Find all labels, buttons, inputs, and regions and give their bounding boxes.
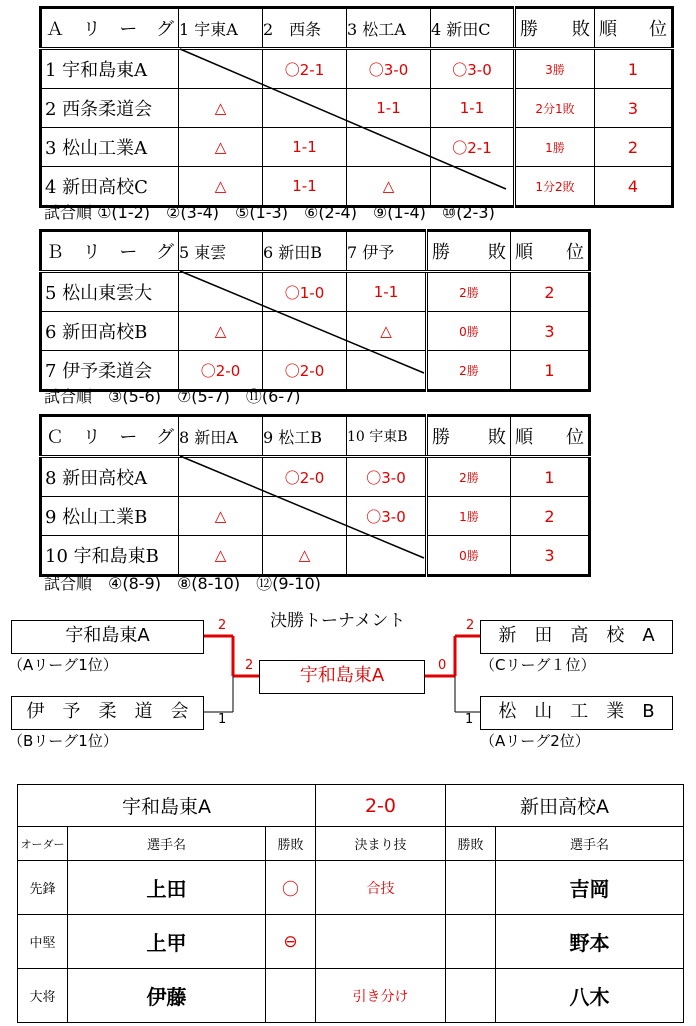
rank: 4 bbox=[595, 167, 673, 207]
result-cell: 〇2-0 bbox=[263, 457, 347, 497]
result-cell: 〇2-0 bbox=[179, 351, 263, 391]
final-score: 2-0 bbox=[316, 785, 446, 827]
technique: 引き分け bbox=[316, 969, 446, 1023]
league-a-col-1: 1 宇東A bbox=[179, 8, 263, 49]
position: 大将 bbox=[18, 969, 68, 1023]
league-a-title: Ａ リ ー グ bbox=[41, 8, 179, 49]
table-row bbox=[18, 915, 684, 969]
header-result: 勝敗 bbox=[446, 827, 496, 861]
team-name: 6 新田高校B bbox=[41, 312, 179, 351]
league-c-col-8: 8 新田A bbox=[179, 416, 263, 457]
bracket-left-top-score: 2 bbox=[218, 618, 227, 633]
final-header-row bbox=[18, 827, 684, 861]
league-c-title: Ｃ リ ー グ bbox=[41, 416, 179, 457]
result-right bbox=[446, 861, 496, 915]
win-loss: 1分2敗 bbox=[515, 167, 595, 207]
bracket-right-top: 新 田 高 校 A bbox=[480, 620, 673, 654]
player-right: 野本 bbox=[496, 915, 684, 969]
bracket-right-top-sub: （Cリーグ１位） bbox=[480, 656, 596, 674]
win-loss: 2勝 bbox=[427, 351, 511, 391]
player-right: 八木 bbox=[496, 969, 684, 1023]
rank: 3 bbox=[511, 536, 590, 576]
header-player: 選手名 bbox=[68, 827, 266, 861]
result-cell: △ bbox=[347, 167, 431, 207]
header-technique: 決まり技 bbox=[316, 827, 446, 861]
win-loss: 3勝 bbox=[515, 49, 595, 89]
win-loss: 1勝 bbox=[515, 128, 595, 167]
result-cell: △ bbox=[179, 89, 263, 128]
result-cell: △ bbox=[263, 536, 347, 576]
result-cell: 1-1 bbox=[263, 167, 347, 207]
team-right: 新田高校A bbox=[446, 785, 684, 827]
league-b-wl-header: 勝 敗 bbox=[427, 231, 511, 272]
table-row bbox=[18, 969, 684, 1023]
rank: 2 bbox=[511, 272, 590, 312]
league-b-title: Ｂ リ ー グ bbox=[41, 231, 179, 272]
rank: 2 bbox=[595, 128, 673, 167]
result-cell: 〇2-1 bbox=[431, 128, 515, 167]
result-cell: 〇2-0 bbox=[263, 351, 347, 391]
result-cell: △ bbox=[179, 536, 263, 576]
position: 先鋒 bbox=[18, 861, 68, 915]
team-name: 2 西条柔道会 bbox=[41, 89, 179, 128]
result-cell: △ bbox=[179, 167, 263, 207]
team-name: 1 宇和島東A bbox=[41, 49, 179, 89]
result-right bbox=[446, 915, 496, 969]
rank: 3 bbox=[595, 89, 673, 128]
result-cell: 1-1 bbox=[431, 89, 515, 128]
rank: 1 bbox=[511, 457, 590, 497]
win-loss: 2勝 bbox=[427, 272, 511, 312]
league-a-col-4: 4 新田C bbox=[431, 8, 515, 49]
player-right: 吉岡 bbox=[496, 861, 684, 915]
league-c-col-9: 9 松工B bbox=[263, 416, 347, 457]
bracket-left-top: 宇和島東A bbox=[11, 620, 204, 654]
bracket-winner: 宇和島東A bbox=[259, 660, 425, 694]
player-left: 上甲 bbox=[68, 915, 266, 969]
win-loss: 0勝 bbox=[427, 536, 511, 576]
result-left: 〇 bbox=[266, 861, 316, 915]
win-loss: 0勝 bbox=[427, 312, 511, 351]
result-cell: △ bbox=[347, 312, 427, 351]
team-name: 7 伊予柔道会 bbox=[41, 351, 179, 391]
header-result: 勝敗 bbox=[266, 827, 316, 861]
header-order: オーダー bbox=[18, 827, 68, 861]
result-left: ⊖ bbox=[266, 915, 316, 969]
result-cell: △ bbox=[179, 128, 263, 167]
bracket-right-bottom: 松 山 工 業 B bbox=[480, 696, 673, 730]
bracket-right-final-score: 0 bbox=[438, 658, 447, 673]
team-left: 宇和島東A bbox=[18, 785, 316, 827]
league-a-wl-header: 勝 敗 bbox=[515, 8, 595, 49]
league-a-order: 試合順 ①(1-2) ②(3-4) ⑤(1-3) ⑥(2-4) ⑨(1-4) ⑩(2-3) bbox=[44, 203, 495, 222]
result-cell: 〇3-0 bbox=[347, 457, 427, 497]
table-row bbox=[18, 861, 684, 915]
rank: 3 bbox=[511, 312, 590, 351]
bracket-right-bottom-sub: （Aリーグ2位） bbox=[480, 732, 590, 750]
league-b-col-7: 7 伊予 bbox=[347, 231, 427, 272]
win-loss: 1勝 bbox=[427, 497, 511, 536]
result-cell: 〇3-0 bbox=[431, 49, 515, 89]
result-cell: 〇1-0 bbox=[263, 272, 347, 312]
rank: 1 bbox=[511, 351, 590, 391]
rank: 2 bbox=[511, 497, 590, 536]
result-cell: 〇2-1 bbox=[263, 49, 347, 89]
bracket-left-top-sub: （Aリーグ1位） bbox=[8, 656, 118, 674]
win-loss: 2勝 bbox=[427, 457, 511, 497]
bracket-right-top-score: 2 bbox=[466, 618, 475, 633]
technique: 合技 bbox=[316, 861, 446, 915]
final-team-row bbox=[18, 785, 684, 827]
player-left: 伊藤 bbox=[68, 969, 266, 1023]
league-c-col-10: 10 宇東B bbox=[347, 416, 427, 457]
technique bbox=[316, 915, 446, 969]
bracket-left-bottom-sub: （Bリーグ1位） bbox=[8, 732, 118, 750]
header-player: 選手名 bbox=[496, 827, 684, 861]
league-b-col-5: 5 東雲 bbox=[179, 231, 263, 272]
rank: 1 bbox=[595, 49, 673, 89]
result-left bbox=[266, 969, 316, 1023]
result-cell: △ bbox=[179, 312, 263, 351]
bracket-left-bottom: 伊 予 柔 道 会 bbox=[11, 696, 204, 730]
team-name: 3 松山工業A bbox=[41, 128, 179, 167]
league-a-col-3: 3 松工A bbox=[347, 8, 431, 49]
result-cell: △ bbox=[179, 497, 263, 536]
league-a-rank-header: 順 位 bbox=[595, 8, 673, 49]
team-name: 5 松山東雲大 bbox=[41, 272, 179, 312]
league-b-rank-header: 順 位 bbox=[511, 231, 590, 272]
result-cell: 1-1 bbox=[263, 128, 347, 167]
bracket-right-bottom-score: 1 bbox=[465, 712, 474, 727]
league-c-wl-header: 勝 敗 bbox=[427, 416, 511, 457]
team-name: 4 新田高校C bbox=[41, 167, 179, 207]
tournament-title: 決勝トーナメント bbox=[270, 611, 406, 631]
player-left: 上田 bbox=[68, 861, 266, 915]
league-a-col-2: 2 西条 bbox=[263, 8, 347, 49]
league-b-order: 試合順 ③(5-6) ⑦(5-7) ⑪(6-7) bbox=[44, 387, 301, 406]
result-right bbox=[446, 969, 496, 1023]
result-cell: 〇3-0 bbox=[347, 49, 431, 89]
team-name: 8 新田高校A bbox=[41, 457, 179, 497]
final-bout-table bbox=[17, 784, 684, 1023]
bracket-left-final-score: 2 bbox=[245, 658, 254, 673]
result-cell: 1-1 bbox=[347, 272, 427, 312]
result-cell: 1-1 bbox=[347, 89, 431, 128]
team-name: 10 宇和島東B bbox=[41, 536, 179, 576]
win-loss: 2分1敗 bbox=[515, 89, 595, 128]
league-b-col-6: 6 新田B bbox=[263, 231, 347, 272]
result-cell: 〇3-0 bbox=[347, 497, 427, 536]
team-name: 9 松山工業B bbox=[41, 497, 179, 536]
league-c-order: 試合順 ④(8-9) ⑧(8-10) ⑫(9-10) bbox=[44, 574, 321, 593]
bracket-left-bottom-score: 1 bbox=[218, 712, 227, 727]
position: 中堅 bbox=[18, 915, 68, 969]
league-c-rank-header: 順 位 bbox=[511, 416, 590, 457]
